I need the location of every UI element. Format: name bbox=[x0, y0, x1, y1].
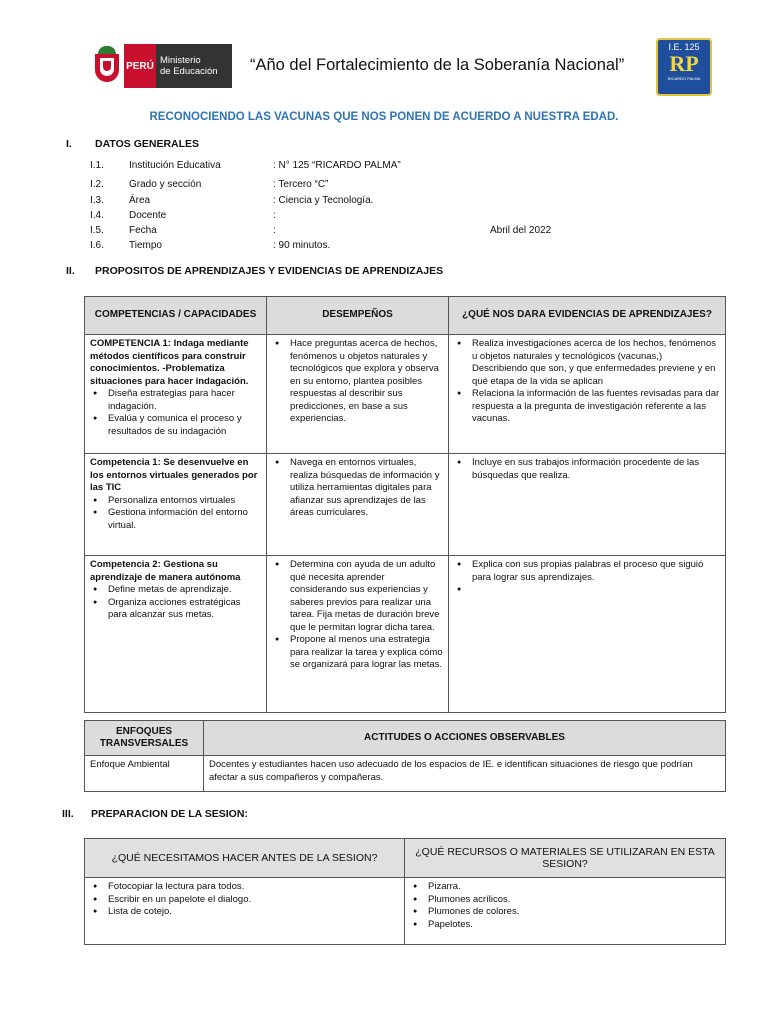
list-item: ● Navega en entornos virtuales, realiza búsquedas de información y utiliza herramientas digitales para afianzar sus aprendizajes de las áreas curriculares. bbox=[272, 457, 443, 520]
column-header: ¿QUÉ RECURSOS O MATERIALES SE UTILIZARAN EN ESTA SESION? bbox=[405, 839, 726, 878]
list-item: ● Diseña estrategias para hacer indagación. bbox=[90, 388, 261, 413]
enfoque-cell: Enfoque Ambiental bbox=[85, 756, 204, 792]
list-item: ● Personaliza entornos virtuales bbox=[90, 495, 261, 508]
desempenos-cell bbox=[267, 556, 449, 713]
list-item: ● Gestiona información del entorno virtual. bbox=[90, 507, 261, 532]
evidencias-cell bbox=[449, 556, 726, 713]
column-header: ACTITUDES O ACCIONES OBSERVABLES bbox=[204, 721, 726, 756]
competencia-cell bbox=[85, 335, 267, 454]
school-logo: I.E. 125 RP RICARDO PALMA bbox=[656, 38, 712, 96]
datos-row: I.2. Grado y sección : Tercero “C” bbox=[90, 179, 329, 190]
datos-row: I.5. Fecha : Abril del 2022 bbox=[90, 225, 552, 236]
competencia-cell bbox=[85, 556, 267, 713]
list-item: ● Incluye en sus trabajos información procedente de las búsquedas que realiza. bbox=[454, 457, 720, 482]
competencia-text: Competencia 2: Gestiona su aprendizaje de manera autónoma bbox=[90, 559, 241, 583]
table-row bbox=[85, 756, 726, 792]
actitudes-cell: Docentes y estudiantes hacen uso adecuado de los espacios de IE. e identifican situaciones de riesgo que podrían afectar a sus compañeros y compañeras. bbox=[204, 756, 726, 792]
list-item: ● Papelotes. bbox=[410, 919, 720, 932]
table-row bbox=[85, 878, 726, 945]
session-title: RECONOCIENDO LAS VACUNAS QUE NOS PONEN DE ACUERDO A NUESTRA EDAD. bbox=[149, 111, 619, 123]
column-header: DESEMPEÑOS bbox=[267, 297, 449, 335]
list-item: ● Fotocopiar la lectura para todos. bbox=[90, 881, 399, 894]
list-item: ● Escribir en un papelote el dialogo. bbox=[90, 894, 399, 907]
table-row bbox=[85, 556, 726, 713]
recursos-cell bbox=[405, 878, 726, 945]
evidencias-cell bbox=[449, 335, 726, 454]
antes-cell bbox=[85, 878, 405, 945]
logo-ministerio-label: Ministerio de Educación bbox=[156, 44, 232, 88]
column-header: COMPETENCIAS / CAPACIDADES bbox=[85, 297, 267, 335]
competencia-text: Competencia 1: Se desenvuelve en los entornos virtuales generados por las TIC bbox=[90, 457, 258, 493]
propositos-table bbox=[84, 296, 726, 713]
enfoques-table bbox=[84, 720, 726, 792]
ministerio-logo bbox=[90, 44, 232, 88]
desempenos-cell bbox=[267, 454, 449, 556]
datos-row: I.3. Área : Ciencia y Tecnología. bbox=[90, 195, 374, 206]
list-item: ● Organiza acciones estratégicas para alcanzar sus metas. bbox=[90, 597, 261, 622]
datos-row: I.1. Institución Educativa : N° 125 “RICARDO PALMA” bbox=[90, 160, 401, 171]
list-item: ● Realiza investigaciones acerca de los hechos, fenómenos u objetos naturales y tecnológicos (vacunas,) Describiendo que son, y que enfermedades previene y en qué etapa de la vida se aplican bbox=[454, 338, 720, 388]
document-header bbox=[0, 38, 768, 98]
list-item: ● Determina con ayuda de un adulto qué necesita aprender considerando sus experiencias y saberes previos para realizar una tarea. Fija metas de duración breve que le permitan lograr dicha tarea. bbox=[272, 559, 443, 634]
logo-peru-label: PERÚ bbox=[124, 44, 156, 88]
datos-row: I.6. Tiempo : 90 minutos. bbox=[90, 240, 331, 251]
datos-row: I.4. Docente : bbox=[90, 210, 276, 221]
list-item: ● Relaciona la información de las fuentes revisadas para dar respuesta a la pregunta de investigación referente a las vacunas. bbox=[454, 388, 720, 426]
table-row bbox=[85, 454, 726, 556]
coat-of-arms-icon bbox=[90, 44, 124, 88]
column-header: ¿QUÉ NECESITAMOS HACER ANTES DE LA SESION? bbox=[85, 839, 405, 878]
list-item: ● Evalúa y comunica el proceso y resultados de su indagación bbox=[90, 413, 261, 438]
preparacion-table bbox=[84, 838, 726, 945]
list-item: ● Define metas de aprendizaje. bbox=[90, 584, 261, 597]
table-row bbox=[85, 335, 726, 454]
list-item: ● Hace preguntas acerca de hechos, fenómenos u objetos naturales y tecnológicos que explora y observa en su entorno, plantea posibles respuestas al describir sus predicciones, en base a sus experiencias. bbox=[272, 338, 443, 426]
evidencias-cell bbox=[449, 454, 726, 556]
competencia-cell bbox=[85, 454, 267, 556]
list-item: ● Plumones de colores. bbox=[410, 906, 720, 919]
list-item: ● Plumones acrílicos. bbox=[410, 894, 720, 907]
desempenos-cell bbox=[267, 335, 449, 454]
competencia-text: COMPETENCIA 1: Indaga mediante métodos científicos para construir conocimientos. -Problematiza situaciones para hacer indagación. bbox=[90, 338, 249, 387]
year-title: “Año del Fortalecimiento de la Soberanía Nacional” bbox=[250, 56, 625, 74]
column-header: ¿QUÉ NOS DARA EVIDENCIAS DE APRENDIZAJES? bbox=[449, 297, 726, 335]
column-header: ENFOQUES TRANSVERSALES bbox=[85, 721, 204, 756]
list-item: ● Lista de cotejo. bbox=[90, 906, 399, 919]
list-item: ● Explica con sus propias palabras el proceso que siguió para lograr sus aprendizajes. bbox=[454, 559, 720, 584]
list-item: ● Pizarra. bbox=[410, 881, 720, 894]
list-item: ● Propone al menos una estrategia para realizar la tarea y explica cómo se organizará para lograr las metas. bbox=[272, 634, 443, 672]
